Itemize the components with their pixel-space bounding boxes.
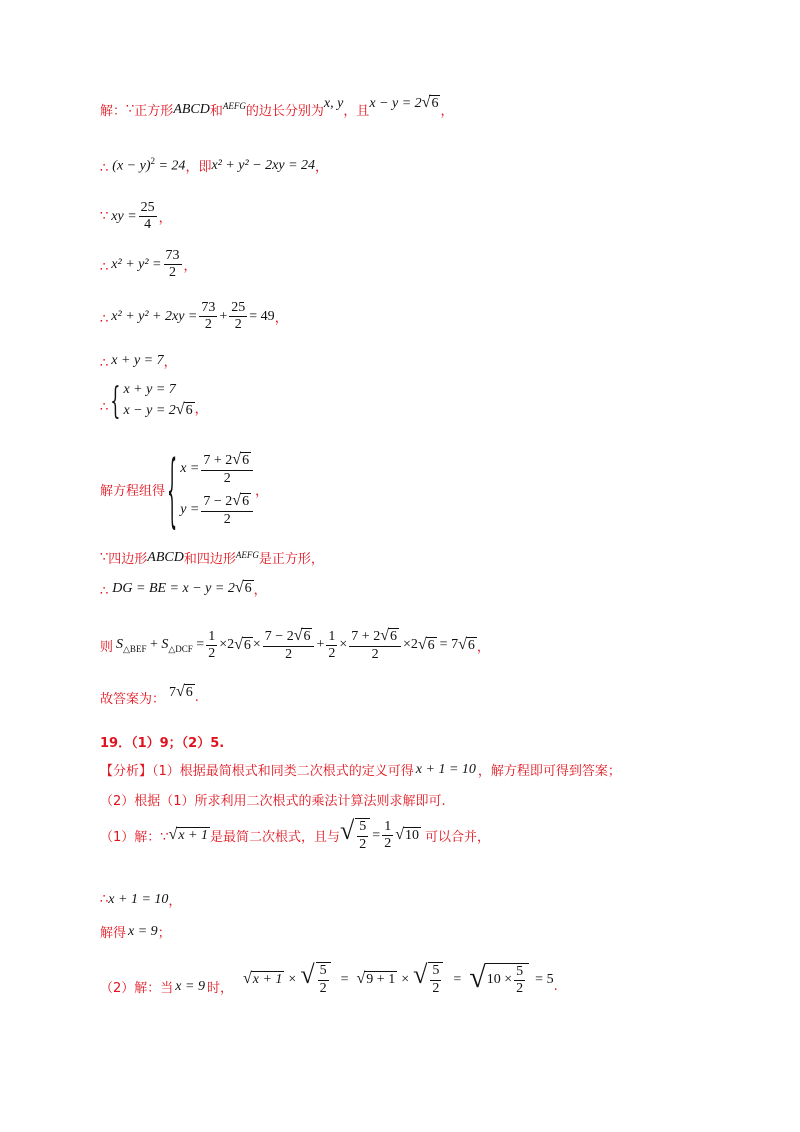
sqrt-x-plus-1: √ x + 1 xyxy=(242,969,283,987)
text-solved: 解得 xyxy=(100,926,127,941)
equals-sign: = xyxy=(340,971,349,987)
sqrt-6: √ 6 xyxy=(232,491,250,509)
therefore-symbol: ∴ xyxy=(100,584,109,599)
denominator: 2 xyxy=(432,980,440,996)
math-aefg: AEFG xyxy=(222,100,246,111)
denominator: 2 xyxy=(204,317,212,333)
solution-line-1 xyxy=(100,93,454,119)
comma: ， xyxy=(253,583,267,598)
text-answer: 故答案为： xyxy=(100,692,166,707)
denominator: 2 xyxy=(319,980,327,996)
radicand: 6 xyxy=(427,637,435,653)
times-sign: × xyxy=(339,637,348,653)
fraction-7-plus xyxy=(349,628,401,663)
solution-line-11 xyxy=(100,628,490,663)
analysis-text-2: （2）根据（1）所求利用二次根式的乘法计算法则求解即可. xyxy=(100,794,446,809)
fraction-25-2 xyxy=(229,300,247,333)
text-can-combine: 可以合并， xyxy=(424,830,490,846)
because-symbol: ∵ xyxy=(100,209,109,225)
math-abcd: ABCD xyxy=(147,549,184,565)
math-dg-be xyxy=(112,580,253,598)
coefficient: 7 xyxy=(169,684,177,700)
math-xy: x, y xyxy=(323,95,344,111)
numerator xyxy=(349,628,401,647)
sqrt-6: √ 6 xyxy=(421,93,439,111)
system-row-2 xyxy=(123,402,194,420)
radicand: 6 xyxy=(185,403,193,418)
area-symbol: S xyxy=(161,636,169,652)
x-eq: x = xyxy=(180,461,200,477)
plus-sign: + xyxy=(146,636,162,652)
therefore-symbol: ∴ xyxy=(100,312,109,328)
equals-sign: = xyxy=(453,971,462,987)
area-subscript: △BEF xyxy=(123,643,147,654)
solution-line-9 xyxy=(100,548,324,567)
num-text: 7 − 2 xyxy=(264,629,294,644)
solution-system xyxy=(167,442,255,538)
area-symbol: S xyxy=(116,636,124,652)
numerator: 25 xyxy=(139,200,157,217)
numerator: 5 xyxy=(514,964,525,981)
answer-value xyxy=(169,684,195,702)
y-eq: y = xyxy=(180,502,200,518)
denominator: 2 xyxy=(359,836,367,852)
denominator: 4 xyxy=(144,217,152,233)
denominator: 2 xyxy=(516,980,524,996)
numerator: 5 xyxy=(430,963,441,981)
numerator: 5 xyxy=(318,963,329,981)
math-x-eq-9: x = 9 xyxy=(128,923,158,939)
math-x-plus-1: x + 1 = 10 xyxy=(415,761,476,777)
text-and-given: ，且 xyxy=(343,104,370,119)
comma: ， xyxy=(476,639,490,655)
because-symbol: ∵ xyxy=(100,550,109,565)
comma: ， xyxy=(158,211,172,227)
sqrt-6: √ 6 xyxy=(458,635,475,653)
radicand: 6 xyxy=(303,629,311,644)
system-row-1: x + y = 7 xyxy=(123,382,176,397)
solution-line-18 xyxy=(100,922,171,941)
comma: ， xyxy=(183,259,197,275)
analysis-text-end: ，解方程即可得到答案； xyxy=(477,764,621,779)
radicand: x + 1 xyxy=(178,827,208,843)
math-x-plus-y: x + y = 7 xyxy=(111,352,164,368)
fraction-x xyxy=(201,452,253,487)
radicand: 6 xyxy=(243,637,251,653)
num-text: 7 − 2 xyxy=(203,493,233,509)
math-abcd: ABCD xyxy=(173,101,210,117)
expr-left: x − y = 2 xyxy=(123,403,176,418)
solution-line-4 xyxy=(100,248,197,281)
text-and: 和 xyxy=(209,104,223,119)
radicand: x + 1 xyxy=(252,971,283,987)
sqrt-5-over-2: √ $\frac{5}{2}$ xyxy=(340,818,372,854)
sqrt-10-times-5-over-2: √ 10 × $\frac{5}{2}$ xyxy=(469,963,529,997)
denominator: 2 xyxy=(223,470,231,486)
equation-system xyxy=(110,379,194,423)
radicand: 6 xyxy=(244,580,252,596)
analysis-line-2 xyxy=(100,790,446,809)
sqrt-6: √ 6 xyxy=(293,627,311,644)
denominator: 2 xyxy=(208,645,216,661)
numerator xyxy=(263,628,315,647)
expr-eq: = 24 xyxy=(154,158,186,174)
plus-sign: + xyxy=(219,308,228,324)
text-is-square: 是正方形， xyxy=(258,552,324,567)
denominator: 2 xyxy=(234,317,242,333)
sqrt-6: √ 6 xyxy=(234,635,251,653)
comma: ， xyxy=(194,402,208,418)
semicolon: ； xyxy=(157,926,171,941)
numerator: 1 xyxy=(382,819,393,836)
expr-left: x − y = 2 xyxy=(369,95,422,111)
radicand: 6 xyxy=(185,684,193,700)
text-simplest-radical: 是最简二次根式，且与 xyxy=(210,830,341,846)
solution-line-10 xyxy=(100,578,267,599)
therefore-symbol: ∴ xyxy=(100,892,109,907)
analysis-text: 【分析】（1）根据最简根式和同类二次根式的定义可得 xyxy=(100,764,414,779)
text-solve-system: 解方程组得 xyxy=(100,484,166,500)
text-side-lengths: 的边长分别为 xyxy=(245,104,324,119)
math-x-eq-9: x = 9 xyxy=(175,978,205,994)
left-brace-icon: { xyxy=(167,442,178,538)
solution-line-2 xyxy=(100,155,328,176)
text-then: 则 xyxy=(100,639,114,655)
denominator: 2 xyxy=(169,265,176,281)
numerator: 1 xyxy=(326,629,337,646)
text-and-quadrilateral: 和四边形 xyxy=(183,552,236,567)
math-x-minus-y xyxy=(369,95,440,113)
comma: ， xyxy=(168,894,182,909)
fraction-1-2 xyxy=(326,629,337,662)
equals-sign: = xyxy=(372,827,381,843)
comma: ， xyxy=(315,160,329,175)
solution-line-6 xyxy=(100,350,177,371)
comma: ， xyxy=(274,311,288,327)
solution-line-3 xyxy=(100,200,172,233)
therefore-symbol: ∴ xyxy=(100,260,109,276)
solution-line-8 xyxy=(100,442,269,538)
fraction-7-minus xyxy=(263,628,315,663)
math-square-diff xyxy=(112,156,185,175)
numerator xyxy=(201,452,253,471)
sqrt-5-over-2: √ $\frac{5}{2}$ xyxy=(413,962,445,998)
denominator: 2 xyxy=(223,511,231,527)
sqrt-6: √ 6 xyxy=(417,635,435,653)
solution-y-row xyxy=(180,493,255,528)
solution-part2-line xyxy=(100,962,558,998)
radicand-text: 10 × xyxy=(486,971,513,987)
fraction-25-4 xyxy=(139,200,157,233)
answer-19-text: 19．（1）9；（2）5. xyxy=(100,736,225,751)
period: . xyxy=(553,979,558,995)
radicand: 6 xyxy=(467,637,475,653)
text-quadrilateral: 四边形 xyxy=(108,552,148,567)
sqrt-10: √ 10 xyxy=(395,825,419,843)
comma: ， xyxy=(163,355,177,370)
radicand: 6 xyxy=(431,95,439,111)
math-sum-squares: x² + y² = xyxy=(111,256,162,272)
times-sign: × xyxy=(252,637,261,653)
numerator: 73 xyxy=(199,300,217,317)
numerator: 73 xyxy=(164,248,182,265)
part2-label: （2）解：当 xyxy=(100,981,174,997)
denominator: 2 xyxy=(371,646,379,662)
numerator: 5 xyxy=(357,819,368,837)
fraction-73-2 xyxy=(164,248,182,281)
exponent: 2 xyxy=(150,156,155,167)
solution-line-12 xyxy=(100,678,199,707)
fraction-1-2 xyxy=(206,629,217,662)
math-full-square: x² + y² + 2xy = xyxy=(111,308,198,324)
times-2: ×2 xyxy=(402,637,418,653)
comma: ， xyxy=(440,104,454,119)
radicand: 10 xyxy=(404,827,419,843)
numerator xyxy=(201,493,253,512)
left-brace-icon: { xyxy=(110,379,121,423)
fraction-1-2 xyxy=(382,819,393,852)
sqrt-x-plus-1: √ x + 1 xyxy=(168,825,208,843)
fraction-73-2 xyxy=(199,300,217,333)
text-square: 正方形 xyxy=(134,104,174,119)
sqrt-5-over-2: √ $\frac{5}{2}$ xyxy=(300,962,332,998)
radicand: 9 + 1 xyxy=(366,971,396,987)
math-xy-eq: xy = xyxy=(111,208,137,224)
therefore-symbol: ∴ xyxy=(100,161,109,176)
result-7: = 7 xyxy=(439,637,459,653)
math-aefg: AEFG xyxy=(235,549,259,560)
num-text: 7 + 2 xyxy=(351,629,381,644)
because-symbol: ∵ xyxy=(126,102,135,117)
area-subscript: △DCF xyxy=(168,643,193,654)
solution-line-17 xyxy=(100,890,181,909)
numerator: 1 xyxy=(206,629,217,646)
result-5: = 5 xyxy=(535,971,554,987)
answer-19-heading xyxy=(100,732,224,751)
radicand: 6 xyxy=(242,453,250,468)
therefore-symbol: ∴ xyxy=(100,400,109,416)
denominator: 2 xyxy=(285,646,293,662)
fraction-y xyxy=(201,493,253,528)
radicand: 6 xyxy=(242,493,250,509)
sqrt-6: √ 6 xyxy=(380,627,397,644)
analysis-line-1 xyxy=(100,760,621,779)
solution-part1-line xyxy=(100,818,490,854)
period: . xyxy=(194,690,199,705)
sqrt-6: √ 6 xyxy=(232,451,250,468)
denominator: 2 xyxy=(384,836,392,852)
num-text: 7 + 2 xyxy=(203,453,233,468)
area-sum xyxy=(116,637,204,655)
solution-line-7 xyxy=(100,379,208,423)
expr-left: DG = BE = x − y = 2 xyxy=(112,580,235,596)
denominator: 2 xyxy=(328,645,336,661)
times-sign: × xyxy=(288,971,297,987)
therefore-symbol: ∴ xyxy=(100,356,109,371)
solution-x-row xyxy=(180,452,255,487)
radicand: 6 xyxy=(389,629,397,644)
part1-label: （1）解：∵ xyxy=(100,830,169,846)
numerator: 25 xyxy=(229,300,247,317)
times-2: ×2 xyxy=(219,637,235,653)
sqrt-9-plus-1: √ 9 + 1 xyxy=(356,969,396,987)
text-namely: ，即 xyxy=(185,160,212,175)
result-49: = 49 xyxy=(249,308,275,324)
equals-sign: = xyxy=(192,636,205,652)
expr-paren: (x − y) xyxy=(112,158,151,174)
math-x-plus-1-eq: x + 1 = 10 xyxy=(108,891,169,907)
text-when: 时， xyxy=(206,981,233,997)
sqrt-6: √ 6 xyxy=(175,401,193,418)
sqrt-6: √ 6 xyxy=(176,682,193,700)
solution-line-5 xyxy=(100,300,288,333)
solution-label: 解： xyxy=(100,104,127,119)
plus-sign: + xyxy=(316,637,325,653)
math-expanded: x² + y² − 2xy = 24 xyxy=(211,157,316,173)
times-sign: × xyxy=(401,971,410,987)
sqrt-6: √ 6 xyxy=(234,578,252,596)
comma: ， xyxy=(255,484,269,500)
